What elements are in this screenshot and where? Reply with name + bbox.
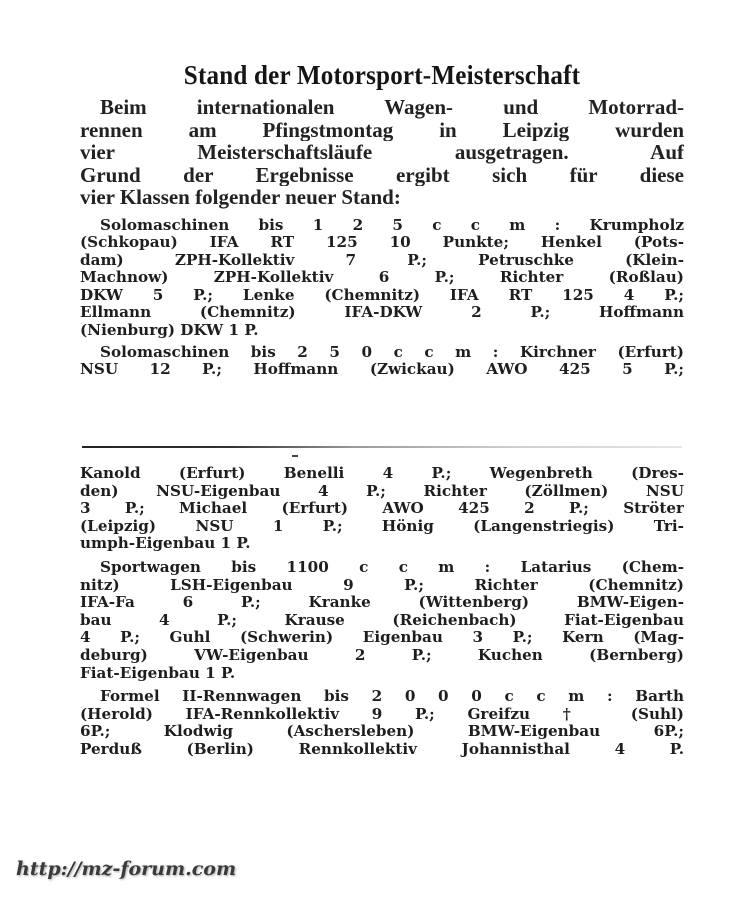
- result-line: (Nienburg) DKW 1 P.: [80, 322, 259, 340]
- result-line: 3 P.; Michael (Erfurt) AWO 425 2 P.; Ströter: [80, 500, 684, 518]
- lead-line: vier Meisterschaftsläufe ausgetragen. Auf: [80, 141, 684, 164]
- section-solo-250-bottom: [80, 465, 684, 553]
- result-line: Sportwagen bis 1100 c c m : Latarius (Chem-: [100, 558, 684, 576]
- result-line: nitz) LSH-Eigenbau 9 P.; Richter (Chemnitz): [80, 576, 684, 594]
- section-sportwagen-1100: [80, 559, 684, 682]
- lead-line: Grund der Ergebnisse ergibt sich für diese: [80, 163, 684, 186]
- result-line: IFA-Fa 6 P.; Kranke (Wittenberg) BMW-Eigen-: [80, 594, 684, 612]
- result-line: Machnow) ZPH-Kollektiv 6 P.; Richter (Roßlau): [80, 269, 684, 287]
- result-line: deburg) VW-Eigenbau 2 P.; Kuchen (Bernberg): [80, 646, 684, 664]
- section-solo-125: [80, 217, 684, 340]
- result-line: (Leipzig) NSU 1 P.; Hönig (Langenstriegis) Tri-: [80, 517, 684, 535]
- lead-line: rennen am Pfingstmontag in Leipzig wurden: [80, 118, 684, 141]
- lead-line: vier Klassen folgender neuer Stand:: [80, 186, 401, 209]
- result-line: 6P.; Klodwig (Aschersleben) BMW-Eigenbau 6P.;: [80, 723, 684, 741]
- result-line: (Herold) IFA-Rennkollektiv 9 P.; Greifzu † (Suhl): [80, 705, 684, 723]
- article-headline: Stand der Motorsport-Meisterschaft: [183, 60, 581, 90]
- lead-paragraph: [80, 96, 684, 209]
- result-line: Perduß (Berlin) Rennkollektiv Johannisthal 4 P.: [80, 740, 684, 758]
- result-line: umph-Eigenbau 1 P.: [80, 535, 251, 553]
- watermark-url: http://mz-forum.com: [16, 858, 237, 880]
- result-line: Formel II-Rennwagen bis 2 0 0 0 c c m : Barth: [100, 688, 684, 706]
- article-clipping-top: [80, 58, 684, 379]
- result-line: Fiat-Eigenbau 1 P.: [80, 664, 236, 682]
- result-line: (Schkopau) IFA RT 125 10 Punkte; Henkel (Pots-: [80, 234, 684, 252]
- lead-line: Beim internationalen Wagen- und Motorrad-: [100, 96, 684, 119]
- result-line: 4 P.; Guhl (Schwerin) Eigenbau 3 P.; Kern (Mag-: [80, 629, 684, 647]
- section-formel-2-2000: [80, 688, 684, 758]
- result-line: bau 4 P.; Krause (Reichenbach) Fiat-Eigenbau: [80, 611, 684, 629]
- result-line: den) NSU-Eigenbau 4 P.; Richter (Zöllmen) NSU: [80, 482, 684, 500]
- result-line: Kanold (Erfurt) Benelli 4 P.; Wegenbreth (Dres-: [80, 465, 684, 482]
- section-solo-250-top: [80, 344, 684, 379]
- result-line: NSU 12 P.; Hoffmann (Zwickau) AWO 425 5 P.;: [80, 361, 684, 379]
- result-line: DKW 5 P.; Lenke (Chemnitz) IFA RT 125 4 P.;: [80, 286, 684, 304]
- column-break-rule: [82, 446, 682, 448]
- result-line: Ellmann (Chemnitz) IFA-DKW 2 P.; Hoffmann: [80, 304, 684, 322]
- print-mark: [292, 455, 298, 462]
- result-line: Solomaschinen bis 2 5 0 c c m : Kirchner (Erfurt): [100, 343, 684, 361]
- article-clipping-bottom: [80, 465, 684, 759]
- result-line: dam) ZPH-Kollektiv 7 P.; Petruschke (Klein-: [80, 251, 684, 269]
- result-line: Solomaschinen bis 1 2 5 c c m : Krumpholz: [100, 216, 684, 234]
